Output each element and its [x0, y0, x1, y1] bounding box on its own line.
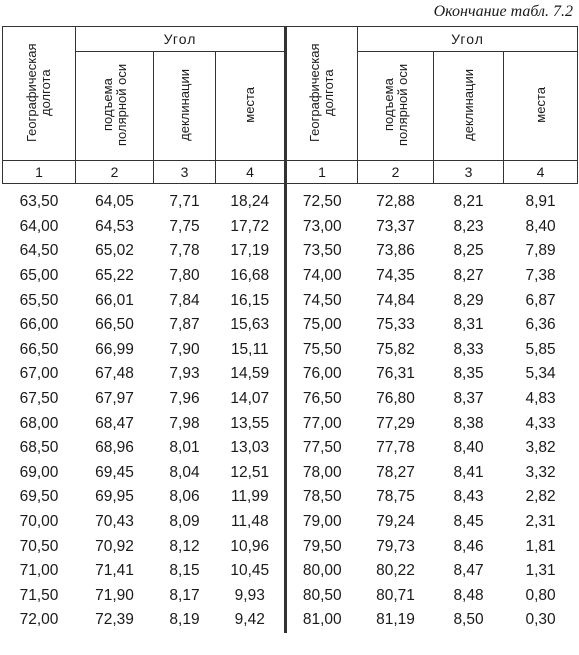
- table-row: [3, 461, 578, 486]
- table-row: [3, 313, 578, 338]
- table-cell: 68,96: [95, 439, 134, 457]
- table-cell: 8,35: [453, 365, 484, 383]
- table-cell: 18,24: [216, 184, 286, 215]
- table-cell: 8,38: [453, 414, 484, 432]
- header-site-left: [216, 52, 286, 161]
- table-cell: 9,42: [216, 608, 286, 633]
- table-cell: 72,39: [95, 611, 134, 629]
- table-cell: 76,80: [376, 390, 415, 408]
- table-cell: 8,46: [453, 537, 484, 555]
- table-row: [3, 436, 578, 461]
- table-cell: 70,43: [95, 513, 134, 531]
- table-cell: 71,50: [19, 586, 59, 604]
- table-cell: 79,00: [302, 513, 342, 531]
- table-cell: 78,50: [302, 488, 342, 506]
- table-cell: 71,41: [95, 562, 134, 580]
- table-cell: 76,31: [376, 365, 415, 383]
- table-cell: 72,00: [19, 611, 59, 629]
- table-cell: 65,22: [95, 267, 134, 285]
- table-cell: 70,92: [95, 537, 134, 555]
- table-cell: 7,84: [169, 291, 200, 309]
- table-cell: 69,45: [95, 463, 134, 481]
- table-cell: 11,99: [216, 485, 286, 510]
- table-cell: 64,53: [95, 217, 134, 235]
- table-cell: 8,48: [453, 586, 484, 604]
- header-angle-left: Угол: [76, 27, 286, 52]
- table-row: [3, 387, 578, 412]
- table-cell: 8,45: [453, 513, 484, 531]
- table-cell: 7,98: [169, 414, 200, 432]
- header-angle-right: Угол: [358, 27, 578, 52]
- table-row: [3, 608, 578, 633]
- column-number: 4: [504, 161, 578, 184]
- table-cell: 5,34: [525, 365, 556, 383]
- table-cell: 11,48: [216, 510, 286, 535]
- table-cell: 10,45: [216, 559, 286, 584]
- table-row: [3, 584, 578, 609]
- table-cell: 8,12: [169, 537, 200, 555]
- table-cell: 17,72: [216, 215, 286, 240]
- table-cell: 79,50: [302, 537, 342, 555]
- table-cell: 8,40: [525, 217, 556, 235]
- header-polar-axis-left: [76, 52, 154, 161]
- table-row: [3, 215, 578, 240]
- table-cell: 14,59: [216, 362, 286, 387]
- column-number: 3: [154, 161, 216, 184]
- table-cell: 17,19: [216, 239, 286, 264]
- header-site-left-text: места: [242, 86, 258, 123]
- header-longitude-left-text: Географическая долгота: [24, 42, 53, 142]
- table-cell: 67,50: [19, 390, 59, 408]
- table-cell: 75,00: [302, 316, 342, 334]
- table-cell: 7,87: [169, 316, 200, 334]
- table-row: [3, 534, 578, 559]
- table-cell: 69,50: [19, 488, 59, 506]
- table-cell: 8,09: [169, 513, 200, 531]
- table-cell: 4,33: [525, 414, 556, 432]
- table-cell: 10,96: [216, 534, 286, 559]
- table-cell: 7,93: [169, 365, 200, 383]
- column-number: 1: [286, 161, 358, 184]
- table-cell: 69,95: [95, 488, 134, 506]
- table-cell: 12,51: [216, 461, 286, 486]
- table-cell: 64,05: [95, 193, 134, 211]
- table-cell: 4,83: [525, 390, 556, 408]
- table-cell: 64,50: [19, 242, 59, 260]
- table-cell: 1,81: [525, 537, 556, 555]
- table-cell: 65,02: [95, 242, 134, 260]
- table-cell: 63,50: [19, 193, 59, 211]
- table-cell: 7,96: [169, 390, 200, 408]
- table-cell: 78,00: [302, 463, 342, 481]
- table-cell: 0,80: [525, 586, 556, 604]
- table-cell: 8,19: [169, 611, 200, 629]
- table-cell: 73,37: [376, 217, 415, 235]
- table-row: [3, 184, 578, 215]
- table-cell: 74,00: [302, 267, 342, 285]
- table-cell: 77,78: [376, 439, 415, 457]
- header-declination-left-text: деклинации: [176, 68, 192, 141]
- header-site-right-text: места: [532, 86, 548, 123]
- table-row: [3, 411, 578, 436]
- table-cell: 74,50: [302, 291, 342, 309]
- table-cell: 67,48: [95, 365, 134, 383]
- table-cell: 8,29: [453, 291, 484, 309]
- table-cell: 8,27: [453, 267, 484, 285]
- table-row: [3, 239, 578, 264]
- table-cell: 80,00: [302, 562, 342, 580]
- column-number: 4: [216, 161, 286, 184]
- table-cell: 70,00: [19, 513, 59, 531]
- table-cell: 3,32: [525, 463, 556, 481]
- table-cell: 7,78: [169, 242, 200, 260]
- table-cell: 8,25: [453, 242, 484, 260]
- table-cell: 65,50: [19, 291, 59, 309]
- table-cell: 80,22: [376, 562, 415, 580]
- table-cell: 7,38: [525, 267, 556, 285]
- table-cell: 72,88: [376, 193, 415, 211]
- table-body: [3, 184, 578, 633]
- header-declination-left: [154, 52, 216, 161]
- table-cell: 67,97: [95, 390, 134, 408]
- table-row: [3, 264, 578, 289]
- table-cell: 76,50: [302, 390, 342, 408]
- column-number: 1: [3, 161, 76, 184]
- table-row: [3, 510, 578, 535]
- table-cell: 80,71: [376, 586, 415, 604]
- table-cell: 66,50: [95, 316, 134, 334]
- table-cell: 7,89: [525, 242, 556, 260]
- table-cell: 15,11: [216, 338, 286, 363]
- table-cell: 16,68: [216, 264, 286, 289]
- table-row: [3, 559, 578, 584]
- table-cell: 66,50: [19, 340, 59, 358]
- table-cell: 75,33: [376, 316, 415, 334]
- table-cell: 77,29: [376, 414, 415, 432]
- table-cell: 2,31: [525, 513, 556, 531]
- table-cell: 8,41: [453, 463, 484, 481]
- table-cell: 8,23: [453, 217, 484, 235]
- table-cell: 8,37: [453, 390, 484, 408]
- table-cell: 5,85: [525, 340, 556, 358]
- data-table: [2, 26, 578, 633]
- header-longitude-left: [3, 27, 76, 161]
- table-cell: 15,63: [216, 313, 286, 338]
- table-cell: 7,75: [169, 217, 200, 235]
- table-cell: 6,87: [525, 291, 556, 309]
- table-cell: 79,73: [376, 537, 415, 555]
- table-cell: 8,47: [453, 562, 484, 580]
- table-cell: 69,00: [19, 463, 59, 481]
- table-row: [3, 338, 578, 363]
- table-cell: 9,93: [216, 584, 286, 609]
- table-cell: 8,33: [453, 340, 484, 358]
- table-cell: 2,82: [525, 488, 556, 506]
- table-cell: 78,27: [376, 463, 415, 481]
- table-cell: 73,86: [376, 242, 415, 260]
- table-cell: 7,80: [169, 267, 200, 285]
- table-row: [3, 485, 578, 510]
- table-cell: 8,15: [169, 562, 200, 580]
- table-row: [3, 362, 578, 387]
- table-cell: 8,06: [169, 488, 200, 506]
- table-cell: 8,43: [453, 488, 484, 506]
- table-cell: 16,15: [216, 288, 286, 313]
- table-cell: 75,82: [376, 340, 415, 358]
- table-cell: 8,17: [169, 586, 200, 604]
- header-polar-axis-left-text: подъема полярной оси: [99, 63, 129, 146]
- header-site-right: [504, 52, 578, 161]
- table-cell: 66,01: [95, 291, 134, 309]
- table-cell: 81,19: [376, 611, 415, 629]
- table-row: [3, 288, 578, 313]
- table-cell: 71,00: [19, 562, 59, 580]
- table-cell: 7,71: [169, 193, 200, 211]
- header-longitude-right-text: Географическая долгота: [307, 42, 337, 142]
- table-cell: 3,82: [525, 439, 556, 457]
- header-declination-right: [434, 52, 504, 161]
- table-cell: 73,50: [302, 242, 342, 260]
- table-cell: 6,36: [525, 316, 556, 334]
- table-cell: 73,00: [302, 217, 342, 235]
- table-cell: 80,50: [302, 586, 342, 604]
- table-cell: 78,75: [376, 488, 415, 506]
- table-cell: 67,00: [19, 365, 59, 383]
- table-cell: 70,50: [19, 537, 59, 555]
- table-cell: 13,55: [216, 411, 286, 436]
- table-cell: 13,03: [216, 436, 286, 461]
- table-cell: 77,00: [302, 414, 342, 432]
- table-cell: 8,01: [169, 439, 200, 457]
- header-polar-axis-right-text: подъема полярной оси: [380, 63, 410, 146]
- table-cell: 79,24: [376, 513, 415, 531]
- column-number: 2: [76, 161, 154, 184]
- table-cell: 68,47: [95, 414, 134, 432]
- table-caption: Окончание табл. 7.2: [433, 3, 573, 20]
- table-cell: 76,00: [302, 365, 342, 383]
- table-cell: 66,99: [95, 340, 134, 358]
- table-cell: 72,50: [302, 193, 342, 211]
- header-polar-axis-right: [358, 52, 434, 161]
- table-cell: 77,50: [302, 439, 342, 457]
- table-cell: 8,40: [453, 439, 484, 457]
- table-cell: 8,91: [525, 193, 556, 211]
- column-number: 3: [434, 161, 504, 184]
- table-cell: 74,84: [376, 291, 415, 309]
- table-cell: 75,50: [302, 340, 342, 358]
- table-cell: 8,04: [169, 463, 200, 481]
- table-cell: 7,90: [169, 340, 200, 358]
- table-cell: 74,35: [376, 267, 415, 285]
- table-cell: 64,00: [19, 217, 59, 235]
- table-cell: 1,31: [525, 562, 556, 580]
- table-cell: 8,31: [453, 316, 484, 334]
- table-cell: 65,00: [19, 267, 59, 285]
- table-cell: 68,00: [19, 414, 59, 432]
- table-cell: 71,90: [95, 586, 134, 604]
- table-cell: 81,00: [302, 611, 342, 629]
- table-cell: 8,21: [453, 193, 484, 211]
- header-declination-right-text: деклинации: [460, 68, 476, 141]
- table-cell: 66,00: [19, 316, 59, 334]
- table-cell: 68,50: [19, 439, 59, 457]
- header-longitude-right: [286, 27, 358, 161]
- table-cell: 14,07: [216, 387, 286, 412]
- column-number: 2: [358, 161, 434, 184]
- table-cell: 0,30: [525, 611, 556, 629]
- table-cell: 8,50: [453, 611, 484, 629]
